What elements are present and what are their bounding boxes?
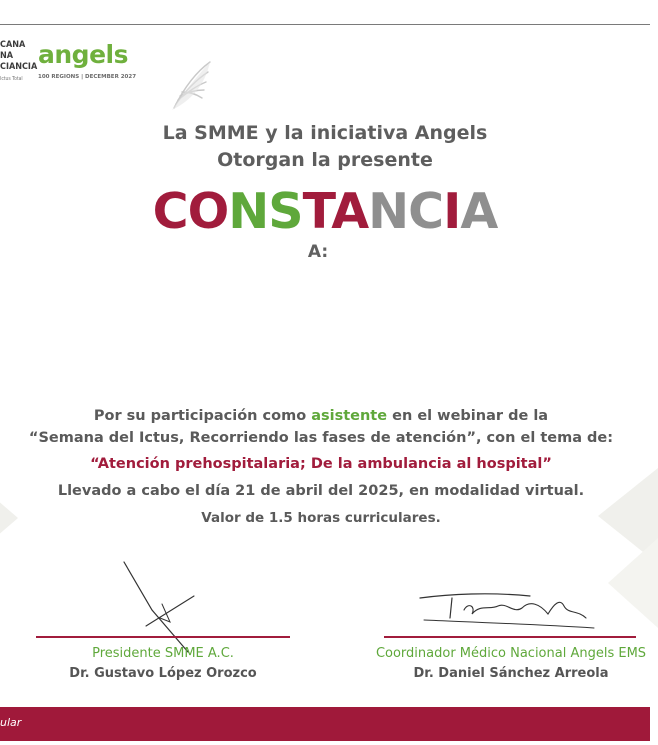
title-segment: CO — [152, 183, 229, 240]
signature-right — [410, 584, 610, 640]
title-segment: A — [460, 183, 498, 240]
participation-text-before: Por su participación como — [93, 408, 312, 424]
title-segment: TA — [302, 183, 369, 240]
org-logo-line: NA — [0, 51, 14, 61]
title-segment: NC — [368, 183, 444, 240]
hours-line: Valor de 1.5 horas curriculares. — [201, 510, 441, 526]
event-line: “Semana del Ictus, Recorriendo las fases de atención”, con el tema de: — [28, 430, 614, 446]
decorative-chevron-left — [0, 468, 18, 610]
participation-role: asistente — [311, 408, 388, 424]
top-divider — [0, 24, 650, 25]
org-logo — [0, 40, 38, 83]
angel-wing-icon — [166, 58, 214, 114]
participation-line — [0, 408, 642, 424]
org-logo-line: CIANCIA — [0, 62, 38, 72]
title-segment: NS — [228, 183, 303, 240]
angels-wordmark: angels — [38, 40, 128, 69]
bottom-edge — [0, 741, 650, 745]
signer-role-left: Presidente SMME A.C. — [92, 646, 234, 661]
recipient-label: A: — [307, 242, 329, 262]
signature-line-left — [36, 636, 290, 638]
title-segment: I — [443, 183, 461, 240]
signature-line-right — [384, 636, 636, 638]
angels-tagline: 100 REGIONS | DECEMBER 2027 — [38, 74, 137, 80]
signer-name-right: Dr. Daniel Sánchez Arreola — [413, 666, 609, 681]
angels-logo — [38, 40, 136, 80]
heading-line-2: Otorgan la presente — [217, 149, 433, 171]
signature-left — [110, 556, 210, 656]
signer-name-left: Dr. Gustavo López Orozco — [69, 666, 257, 681]
signer-role-right: Coordinador Médico Nacional Angels EMS — [375, 646, 647, 661]
footer-text: ular — [0, 716, 22, 729]
certificate-title — [0, 182, 650, 242]
topic-line: “Atención prehospitalaria; De la ambulancia al hospital” — [90, 456, 552, 472]
date-line: Llevado a cabo el día 21 de abril del 2025, en modalidad virtual. — [57, 483, 585, 499]
participation-text-after: en el webinar de la — [387, 408, 549, 424]
heading-line-1: La SMME y la iniciativa Angels — [162, 122, 488, 144]
footer-band — [0, 707, 650, 741]
org-logo-subline: Ictus Total — [0, 76, 23, 82]
org-logo-line: CANA — [0, 40, 26, 50]
